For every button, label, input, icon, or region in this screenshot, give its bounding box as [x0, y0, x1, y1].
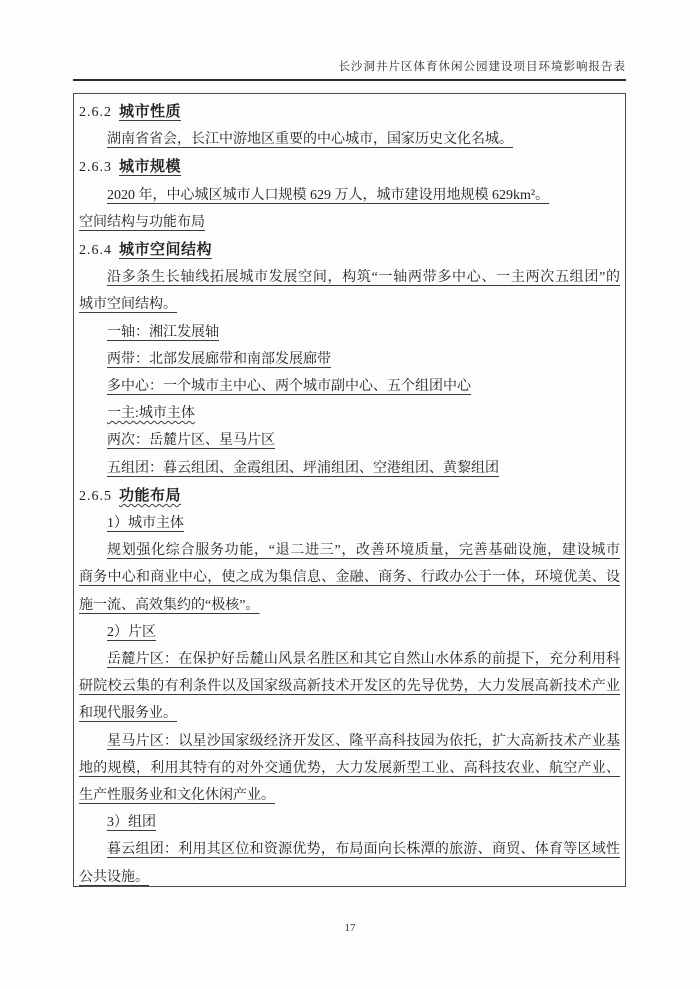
- text-span: 商务中心和商业中心，使之成为集信息、金融、商务、行政办公于一体，环境优美、设: [79, 570, 620, 586]
- text-line: [79, 864, 620, 887]
- text-span: 研院校云集的有利条件以及国家级高新技术开发区的先导优势，大力发展高新技术产业: [79, 679, 620, 695]
- text-line: [79, 291, 620, 318]
- text-line: [79, 592, 620, 619]
- text-line: [79, 564, 620, 591]
- text-line: [79, 373, 620, 400]
- text-line: [79, 182, 620, 209]
- text-line: [79, 319, 620, 346]
- running-header-title: 长沙洞井片区体育休闲公园建设项目环境影响报告表: [338, 61, 626, 73]
- text-span: 3）组团: [107, 815, 156, 831]
- text-line: [79, 346, 620, 373]
- page-number: 17: [344, 922, 356, 934]
- text-span: 暮云组团：利用其区位和资源优势，布局面向长株潭的旅游、商贸、体育等区域性: [107, 842, 620, 858]
- text-span: 2020 年，中心城区城市人口规模 629 万人，城市建设用地规模 629km²。: [107, 187, 550, 203]
- heading-2-6-3: [79, 153, 620, 181]
- text-line: [79, 400, 620, 427]
- content-frame: [73, 93, 626, 887]
- text-span: 地的规模，利用其特有的对外交通优势，大力发展新型工业、高科技农业、航空产业、: [79, 760, 620, 776]
- text-line: [79, 728, 620, 755]
- text-span: 1）城市主体: [107, 516, 184, 532]
- text-span: 两带：北部发展廊带和南部发展廊带: [107, 351, 331, 367]
- heading-number: 2.6.3: [79, 160, 112, 176]
- heading-title: 功能布局: [119, 486, 182, 504]
- heading-title: 城市性质: [119, 103, 182, 120]
- text-span: 2）片区: [107, 624, 156, 640]
- text-line: [79, 646, 620, 673]
- text-span: 星马片区：以星沙国家级经济开发区、隆平高科技园为依托，扩大高新技术产业基: [107, 733, 620, 749]
- text-span: 岳麓片区：在保护好岳麓山风景名胜区和其它自然山水体系的前提下，充分利用科: [107, 652, 620, 668]
- heading-2-6-5: [79, 482, 620, 510]
- text-span: 规划强化综合服务功能，“退二进三”，改善环境质量，完善基础设施，建设城市: [107, 543, 620, 559]
- text-line: [79, 209, 620, 236]
- text-line: [79, 264, 620, 291]
- heading-number: 2.6.5: [79, 488, 112, 504]
- text-span: 多中心：一个城市主中心、两个城市副中心、五个组团中心: [107, 379, 471, 395]
- text-span: 一轴：湘江发展轴: [107, 324, 219, 340]
- text-line: [79, 427, 620, 454]
- text-line: [79, 537, 620, 564]
- heading-title: 城市规模: [119, 158, 182, 176]
- text-span: 公共设施。: [79, 869, 149, 885]
- text-line: [79, 755, 620, 782]
- text-span: 和现代服务业。: [79, 706, 177, 722]
- heading-2-6-2: [79, 98, 620, 126]
- text-line: [79, 809, 620, 836]
- text-line: [79, 673, 620, 700]
- text-span: 城市空间结构。: [79, 297, 177, 313]
- text-line: [79, 700, 620, 727]
- heading-title: 城市空间结构: [119, 241, 213, 259]
- text-line: [79, 510, 620, 537]
- text-span: 生产性服务业和文化休闲产业。: [79, 788, 275, 804]
- heading-number: 2.6.4: [79, 243, 112, 259]
- text-span: 湖南省省会，长江中游地区重要的中心城市，国家历史文化名城。: [107, 132, 513, 148]
- text-line: [79, 455, 620, 482]
- heading-number: 2.6.2: [79, 105, 112, 120]
- text-span: 五组团：暮云组团、金霞组团、坪浦组团、空港组团、黄黎组团: [107, 460, 499, 476]
- text-span: 施一流、高效集约的“极核”。: [79, 597, 260, 613]
- text-span: 沿多条生长轴线拓展城市发展空间，构筑“一轴两带多中心、一主两次五组团”的: [107, 270, 620, 286]
- text-line: [79, 619, 620, 646]
- header-rule: [73, 79, 626, 81]
- text-line: [79, 126, 620, 153]
- text-span: 空间结构与功能布局: [79, 214, 205, 230]
- text-line: [79, 836, 620, 863]
- text-span: 一主:城市主体: [107, 406, 195, 422]
- heading-2-6-4: [79, 236, 620, 264]
- text-span: 两次：岳麓片区、星马片区: [107, 433, 275, 449]
- text-line: [79, 782, 620, 809]
